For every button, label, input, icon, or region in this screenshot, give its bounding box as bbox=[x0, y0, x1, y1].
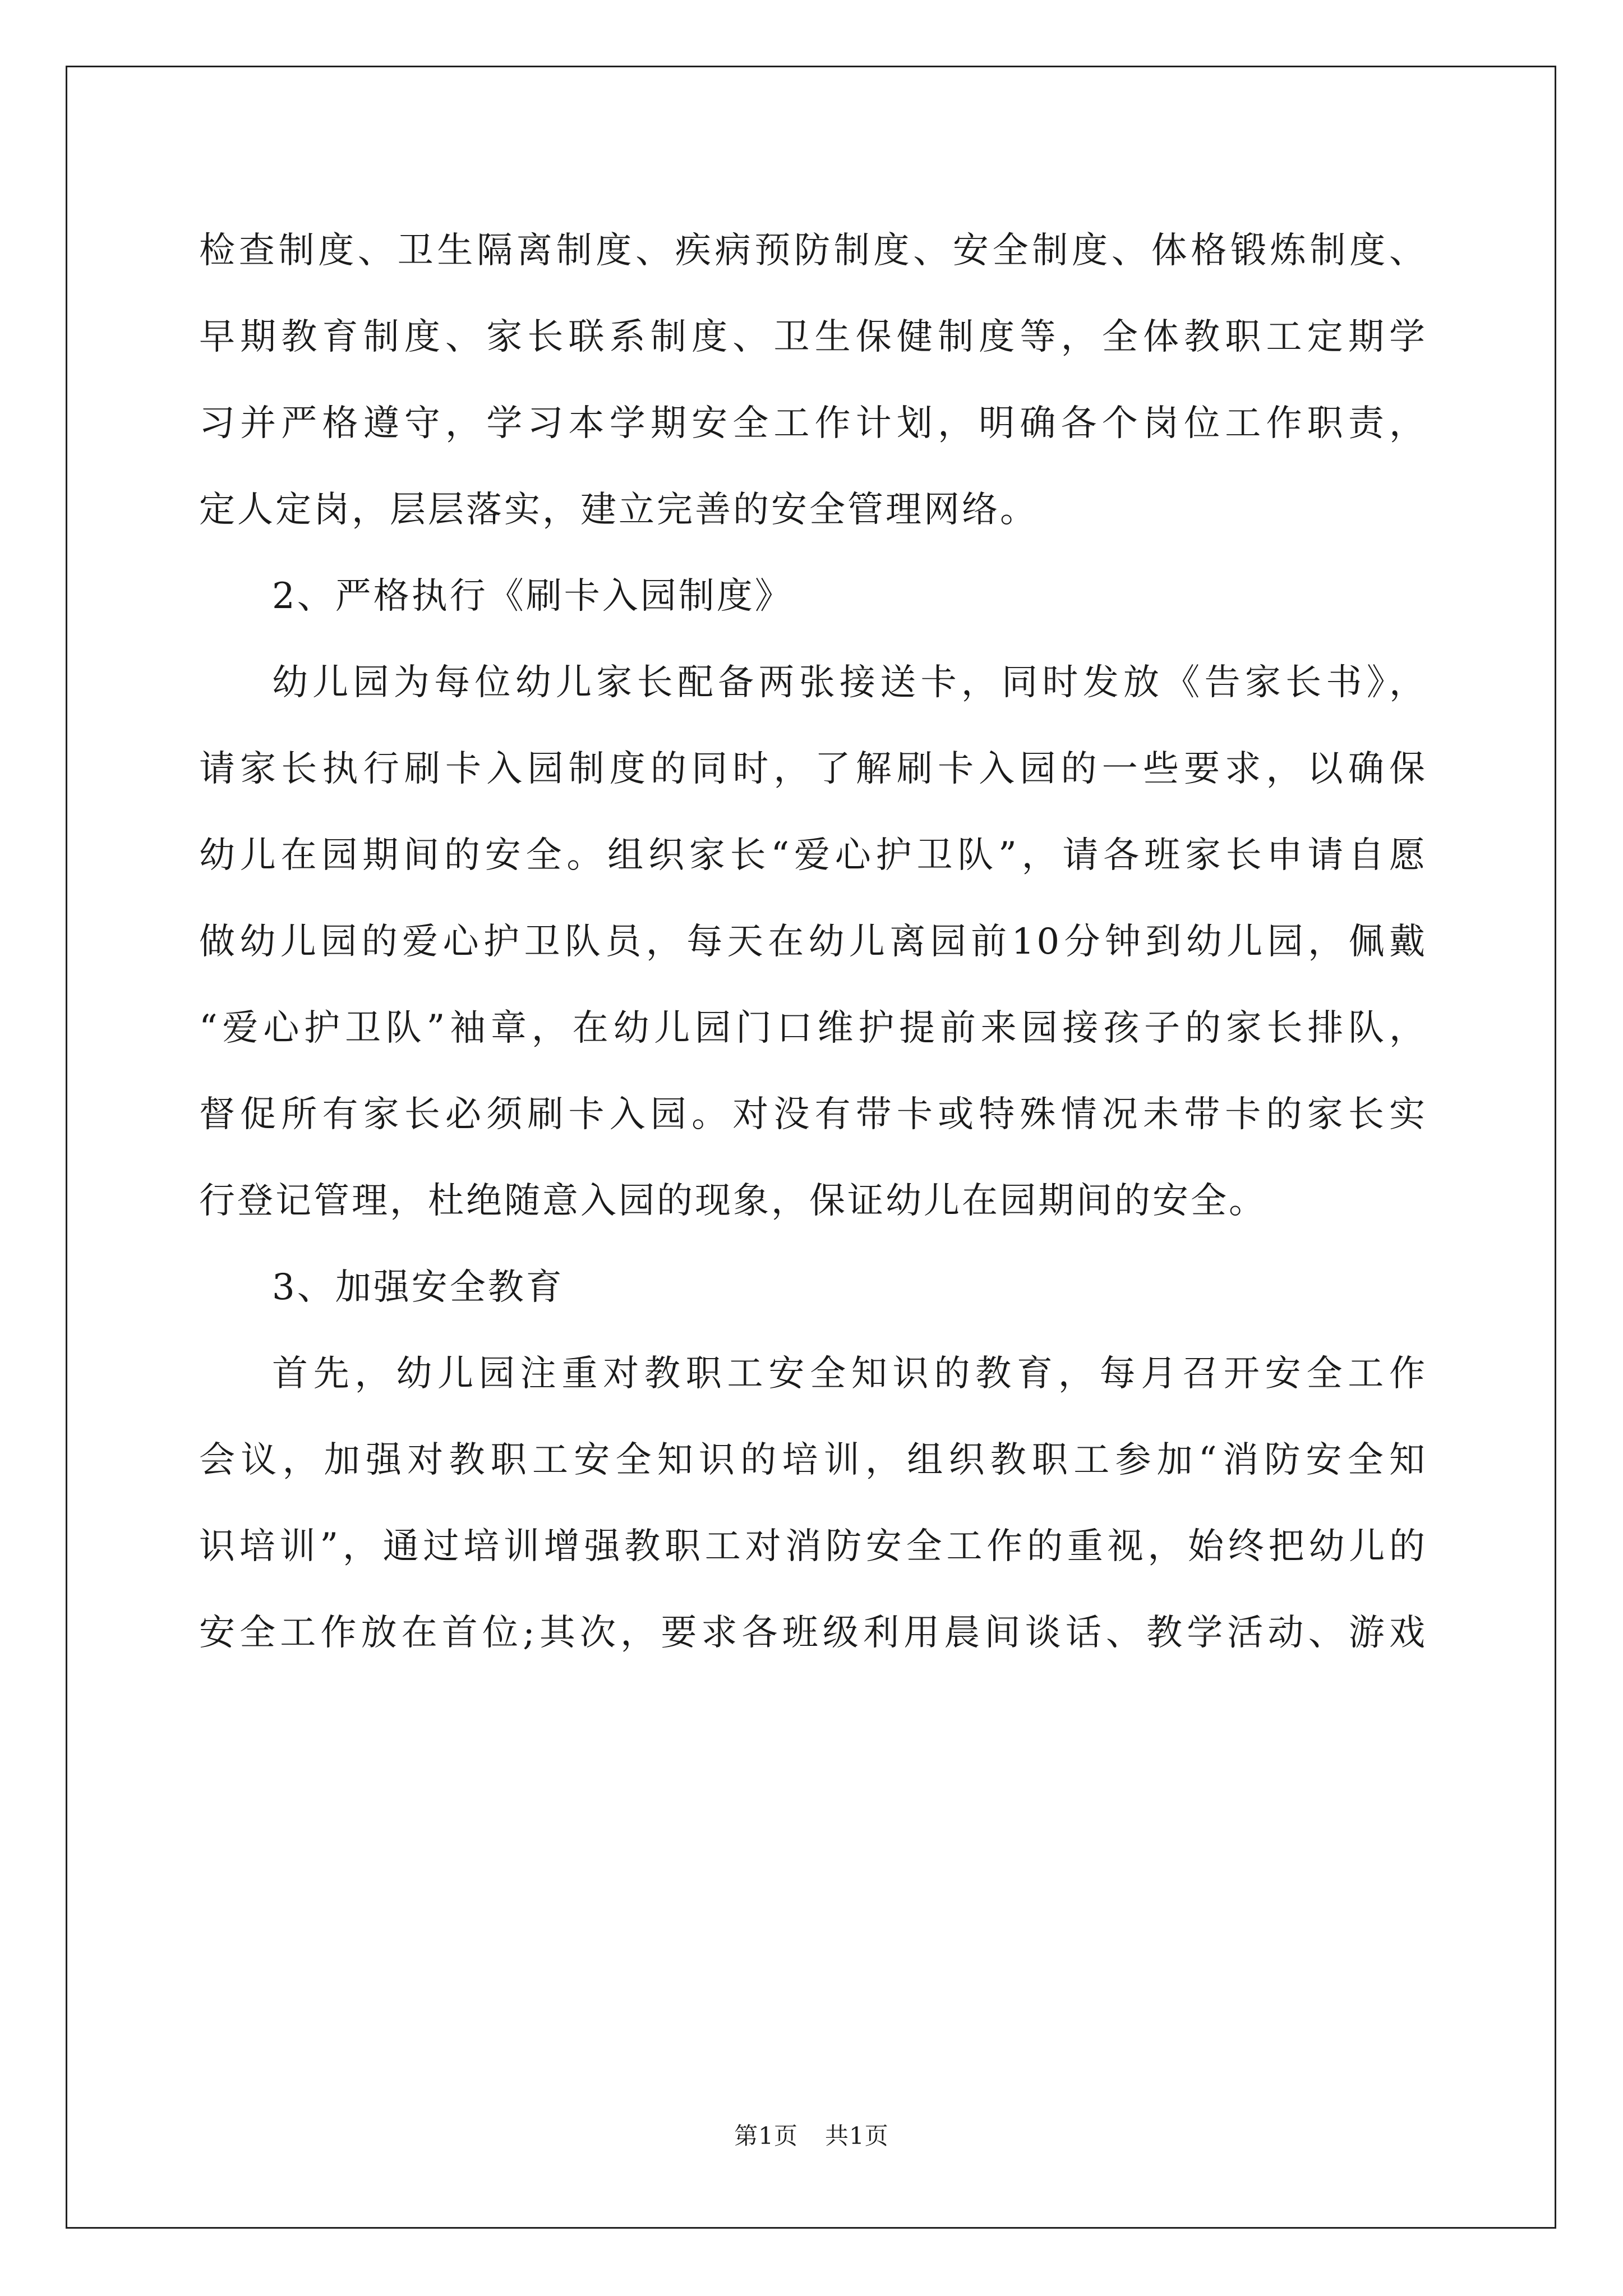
text-line: 请家长执行刷卡入园制度的同时，了解刷卡入园的一些要求，以确保 bbox=[199, 748, 1427, 790]
text-line: 督促所有家长必须刷卡入园。对没有带卡或特殊情况未带卡的家长实 bbox=[199, 1094, 1427, 1135]
section-heading: 3、加强安全教育 bbox=[272, 1267, 564, 1308]
text-line: 安全工作放在首位;其次，要求各班级利用晨间谈话、教学活动、游戏 bbox=[199, 1612, 1427, 1654]
page-total: 共1页 bbox=[825, 2122, 889, 2150]
text-line: 首先，幼儿园注重对教职工安全知识的教育，每月召开安全工作 bbox=[272, 1353, 1427, 1395]
text-line: 检查制度、卫生隔离制度、疾病预防制度、安全制度、体格锻炼制度、 bbox=[199, 230, 1427, 272]
page-footer bbox=[0, 2119, 1623, 2153]
document-body bbox=[199, 208, 1427, 1676]
text-line: 会议，加强对教职工安全知识的培训，组织教职工参加“消防安全知 bbox=[199, 1439, 1427, 1481]
section-heading: 2、严格执行《刷卡入园制度》 bbox=[272, 576, 793, 617]
text-line: 早期教育制度、家长联系制度、卫生保健制度等，全体教职工定期学 bbox=[199, 316, 1427, 358]
text-line: 行登记管理，杜绝随意入园的现象，保证幼儿在园期间的安全。 bbox=[199, 1180, 1267, 1222]
text-line: 幼儿在园期间的安全。组织家长“爱心护卫队”，请各班家长申请自愿 bbox=[199, 835, 1427, 876]
text-line: “爱心护卫队”袖章，在幼儿园门口维护提前来园接孩子的家长排队， bbox=[199, 1007, 1427, 1049]
text-line: 定人定岗，层层落实，建立完善的安全管理网络。 bbox=[199, 489, 1038, 531]
page-number: 第1页 bbox=[734, 2122, 798, 2150]
text-line: 习并严格遵守，学习本学期安全工作计划，明确各个岗位工作职责， bbox=[199, 403, 1427, 444]
text-line: 识培训”，通过培训增强教职工对消防安全工作的重视，始终把幼儿的 bbox=[199, 1526, 1427, 1567]
text-line: 做幼儿园的爱心护卫队员，每天在幼儿离园前10分钟到幼儿园，佩戴 bbox=[199, 921, 1427, 963]
text-line: 幼儿园为每位幼儿家长配备两张接送卡，同时发放《告家长书》， bbox=[272, 662, 1427, 703]
